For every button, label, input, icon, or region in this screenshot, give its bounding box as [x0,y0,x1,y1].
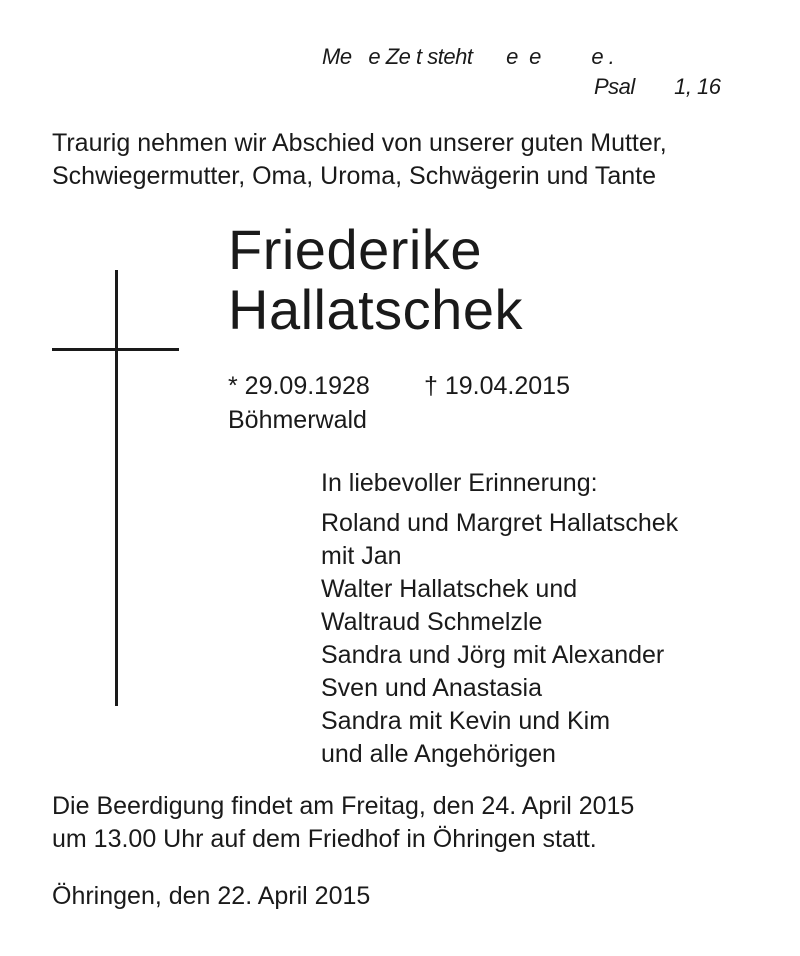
mourners-list [321,507,678,771]
mourner-line: Sven und Anastasia [321,674,542,702]
origin: Böhmerwald [228,406,367,434]
mourner-line: Walter Hallatschek und [321,575,578,603]
funeral-line: Die Beerdigung findet am Freitag, den 24. April 2015 [52,792,635,820]
mourner-line: Roland und Margret Hallatschek [321,509,679,537]
mourner-line: Sandra und Jörg mit Alexander [321,641,665,669]
mourner-line: Waltraud Schmelzle [321,608,543,636]
intro-line: Schwiegermutter, Oma, Uroma, Schwägerin und Tante [52,162,656,190]
death-date: † 19.04.2015 [424,372,570,400]
place-date: Öhringen, den 22. April 2015 [52,882,371,910]
verse-reference: Psal 1, 16 [594,74,721,99]
funeral-line: um 13.00 Uhr auf dem Friedhof in Öhringen statt. [52,825,597,853]
first-name: Friederike [228,218,482,281]
last-name: Hallatschek [228,278,523,341]
deceased-name [228,220,523,340]
mourner-line: mit Jan [321,542,402,570]
mourners-heading: In liebevoller Erinnerung: [321,469,598,497]
intro-text [52,127,667,193]
cross-bar [52,348,179,351]
funeral-info [52,790,634,856]
mourner-line: und alle Angehörigen [321,740,556,768]
verse-line-1: Me e Ze t steht e e e . [322,44,615,69]
intro-line: Traurig nehmen wir Abschied von unserer guten Mutter, [52,129,667,157]
birth-date: * 29.09.1928 [228,372,370,400]
cross-icon [115,270,118,706]
mourner-line: Sandra mit Kevin und Kim [321,707,611,735]
